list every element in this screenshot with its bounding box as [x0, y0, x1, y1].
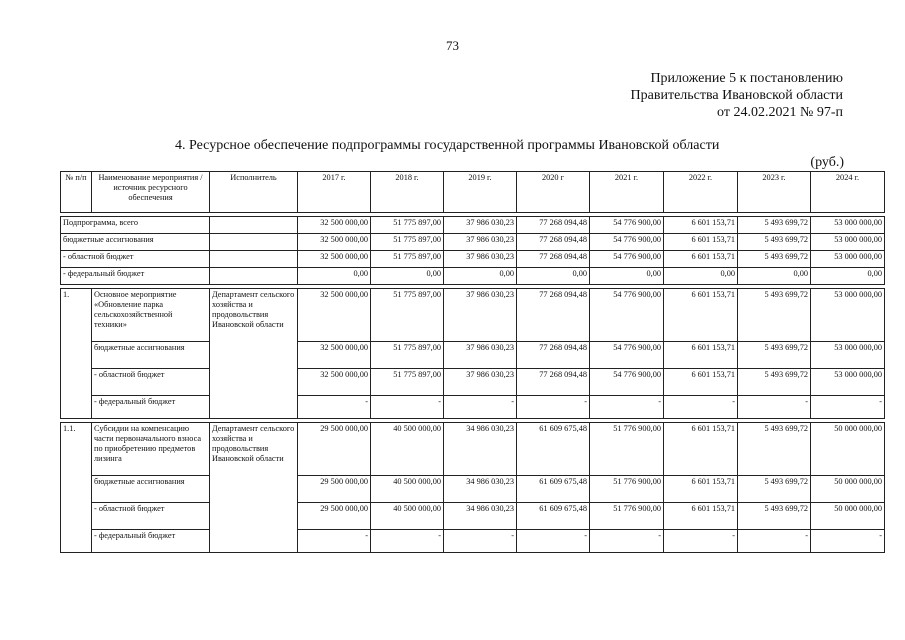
- value-cell: 6 601 153,71: [664, 251, 738, 268]
- value-cell: 54 776 900,00: [590, 342, 664, 369]
- value-cell: 37 986 030,23: [444, 289, 517, 342]
- header-num: № п/п: [61, 172, 92, 213]
- value-cell: 61 609 675,48: [517, 423, 590, 476]
- value-cell: 0,00: [298, 268, 371, 285]
- appendix-line-2: Правительства Ивановской области: [630, 88, 843, 103]
- value-cell: 77 268 094,48: [517, 342, 590, 369]
- executor-cell: [210, 251, 298, 268]
- header-year: 2020 г: [517, 172, 590, 213]
- value-cell: -: [371, 396, 444, 419]
- value-cell: 51 775 897,00: [371, 234, 444, 251]
- value-cell: 37 986 030,23: [444, 251, 517, 268]
- row-label: - областной бюджет: [92, 503, 210, 530]
- value-cell: 77 268 094,48: [517, 369, 590, 396]
- value-cell: -: [590, 530, 664, 553]
- value-cell: 37 986 030,23: [444, 234, 517, 251]
- value-cell: -: [590, 396, 664, 419]
- value-cell: 5 493 699,72: [738, 342, 811, 369]
- value-cell: 32 500 000,00: [298, 369, 371, 396]
- value-cell: 0,00: [811, 268, 885, 285]
- row-label: - федеральный бюджет: [92, 396, 210, 419]
- value-cell: 51 776 900,00: [590, 476, 664, 503]
- value-cell: 5 493 699,72: [738, 503, 811, 530]
- row-label: Подпрограмма, всего: [61, 217, 210, 234]
- row-label: - областной бюджет: [61, 251, 210, 268]
- header-year: 2024 г.: [811, 172, 885, 213]
- value-cell: 29 500 000,00: [298, 476, 371, 503]
- value-cell: 5 493 699,72: [738, 251, 811, 268]
- header-year: 2021 г.: [590, 172, 664, 213]
- document-title: 4. Ресурсное обеспечение подпрограммы государственной программы Ивановской области: [175, 138, 720, 153]
- value-cell: 61 609 675,48: [517, 476, 590, 503]
- value-cell: 77 268 094,48: [517, 217, 590, 234]
- value-cell: 37 986 030,23: [444, 369, 517, 396]
- resource-table: [60, 171, 885, 553]
- value-cell: -: [298, 530, 371, 553]
- group-row: [61, 503, 885, 530]
- value-cell: -: [371, 530, 444, 553]
- value-cell: 6 601 153,71: [664, 289, 738, 342]
- group-row: [61, 423, 885, 476]
- value-cell: -: [444, 530, 517, 553]
- value-cell: 6 601 153,71: [664, 476, 738, 503]
- row-label: Основное мероприятие «Обновление парка сельскохозяйственной техники»: [92, 289, 210, 342]
- header-executor: Исполнитель: [210, 172, 298, 213]
- value-cell: 53 000 000,00: [811, 234, 885, 251]
- value-cell: 51 775 897,00: [371, 342, 444, 369]
- table-body: [61, 172, 885, 553]
- row-label: бюджетные ассигнования: [92, 342, 210, 369]
- currency-unit: (руб.): [810, 155, 844, 170]
- value-cell: 77 268 094,48: [517, 251, 590, 268]
- value-cell: 29 500 000,00: [298, 503, 371, 530]
- value-cell: 0,00: [738, 268, 811, 285]
- row-label: - федеральный бюджет: [92, 530, 210, 553]
- executor-cell: [210, 217, 298, 234]
- value-cell: 54 776 900,00: [590, 234, 664, 251]
- header-year: 2018 г.: [371, 172, 444, 213]
- value-cell: 6 601 153,71: [664, 234, 738, 251]
- header-year: 2022 г.: [664, 172, 738, 213]
- row-label: бюджетные ассигнования: [61, 234, 210, 251]
- value-cell: 51 775 897,00: [371, 251, 444, 268]
- value-cell: 53 000 000,00: [811, 251, 885, 268]
- group-row: [61, 476, 885, 503]
- header-year: 2023 г.: [738, 172, 811, 213]
- value-cell: 54 776 900,00: [590, 251, 664, 268]
- item-number: 1.: [61, 289, 92, 419]
- value-cell: 0,00: [590, 268, 664, 285]
- page-number: 73: [446, 38, 459, 53]
- group-row: [61, 369, 885, 396]
- header-year: 2019 г.: [444, 172, 517, 213]
- value-cell: 54 776 900,00: [590, 289, 664, 342]
- value-cell: -: [738, 396, 811, 419]
- value-cell: 40 500 000,00: [371, 476, 444, 503]
- value-cell: -: [517, 396, 590, 419]
- value-cell: 51 775 897,00: [371, 289, 444, 342]
- value-cell: -: [664, 396, 738, 419]
- summary-row: [61, 234, 885, 251]
- value-cell: 34 986 030,23: [444, 503, 517, 530]
- value-cell: 5 493 699,72: [738, 423, 811, 476]
- value-cell: 32 500 000,00: [298, 234, 371, 251]
- row-label: - федеральный бюджет: [61, 268, 210, 285]
- value-cell: 0,00: [371, 268, 444, 285]
- executor-cell: Департамент сельского хозяйства и продовольствия Ивановской области: [210, 289, 298, 419]
- value-cell: 51 775 897,00: [371, 369, 444, 396]
- value-cell: 0,00: [444, 268, 517, 285]
- value-cell: -: [811, 396, 885, 419]
- value-cell: 37 986 030,23: [444, 217, 517, 234]
- appendix-line-3: от 24.02.2021 № 97-п: [717, 105, 843, 120]
- value-cell: 40 500 000,00: [371, 503, 444, 530]
- value-cell: 5 493 699,72: [738, 234, 811, 251]
- appendix-line-1: Приложение 5 к постановлению: [650, 71, 843, 86]
- value-cell: 32 500 000,00: [298, 251, 371, 268]
- value-cell: 32 500 000,00: [298, 217, 371, 234]
- value-cell: 29 500 000,00: [298, 423, 371, 476]
- value-cell: 34 986 030,23: [444, 476, 517, 503]
- value-cell: -: [811, 530, 885, 553]
- value-cell: -: [664, 530, 738, 553]
- value-cell: 6 601 153,71: [664, 423, 738, 476]
- group-row: [61, 289, 885, 342]
- value-cell: -: [298, 396, 371, 419]
- group-row: [61, 342, 885, 369]
- header-year: 2017 г.: [298, 172, 371, 213]
- appendix-header: [631, 70, 843, 121]
- row-label: бюджетные ассигнования: [92, 476, 210, 503]
- value-cell: 53 000 000,00: [811, 369, 885, 396]
- value-cell: 40 500 000,00: [371, 423, 444, 476]
- value-cell: 51 776 900,00: [590, 423, 664, 476]
- summary-row: [61, 217, 885, 234]
- value-cell: -: [517, 530, 590, 553]
- value-cell: 77 268 094,48: [517, 289, 590, 342]
- table-header-row: [61, 172, 885, 213]
- executor-cell: Департамент сельского хозяйства и продовольствия Ивановской области: [210, 423, 298, 553]
- value-cell: 50 000 000,00: [811, 503, 885, 530]
- value-cell: 77 268 094,48: [517, 234, 590, 251]
- value-cell: -: [738, 530, 811, 553]
- summary-row: [61, 268, 885, 285]
- executor-cell: [210, 234, 298, 251]
- value-cell: 50 000 000,00: [811, 423, 885, 476]
- value-cell: 37 986 030,23: [444, 342, 517, 369]
- value-cell: 53 000 000,00: [811, 217, 885, 234]
- value-cell: 0,00: [664, 268, 738, 285]
- value-cell: 5 493 699,72: [738, 369, 811, 396]
- group-row: [61, 396, 885, 419]
- item-number: 1.1.: [61, 423, 92, 553]
- value-cell: 54 776 900,00: [590, 369, 664, 396]
- executor-cell: [210, 268, 298, 285]
- value-cell: 0,00: [517, 268, 590, 285]
- value-cell: 6 601 153,71: [664, 342, 738, 369]
- value-cell: 5 493 699,72: [738, 476, 811, 503]
- row-label: - областной бюджет: [92, 369, 210, 396]
- value-cell: 50 000 000,00: [811, 476, 885, 503]
- value-cell: 51 776 900,00: [590, 503, 664, 530]
- value-cell: 51 775 897,00: [371, 217, 444, 234]
- value-cell: 32 500 000,00: [298, 342, 371, 369]
- value-cell: 5 493 699,72: [738, 289, 811, 342]
- value-cell: -: [444, 396, 517, 419]
- value-cell: 61 609 675,48: [517, 503, 590, 530]
- value-cell: 34 986 030,23: [444, 423, 517, 476]
- value-cell: 54 776 900,00: [590, 217, 664, 234]
- value-cell: 5 493 699,72: [738, 217, 811, 234]
- row-label: Субсидии на компенсацию части первоначального взноса по приобретению предметов лизинга: [92, 423, 210, 476]
- value-cell: 6 601 153,71: [664, 503, 738, 530]
- value-cell: 53 000 000,00: [811, 289, 885, 342]
- value-cell: 32 500 000,00: [298, 289, 371, 342]
- summary-row: [61, 251, 885, 268]
- value-cell: 6 601 153,71: [664, 217, 738, 234]
- value-cell: 53 000 000,00: [811, 342, 885, 369]
- value-cell: 6 601 153,71: [664, 369, 738, 396]
- group-row: [61, 530, 885, 553]
- header-name: Наименование мероприятия / источник ресурсного обеспечения: [92, 172, 210, 213]
